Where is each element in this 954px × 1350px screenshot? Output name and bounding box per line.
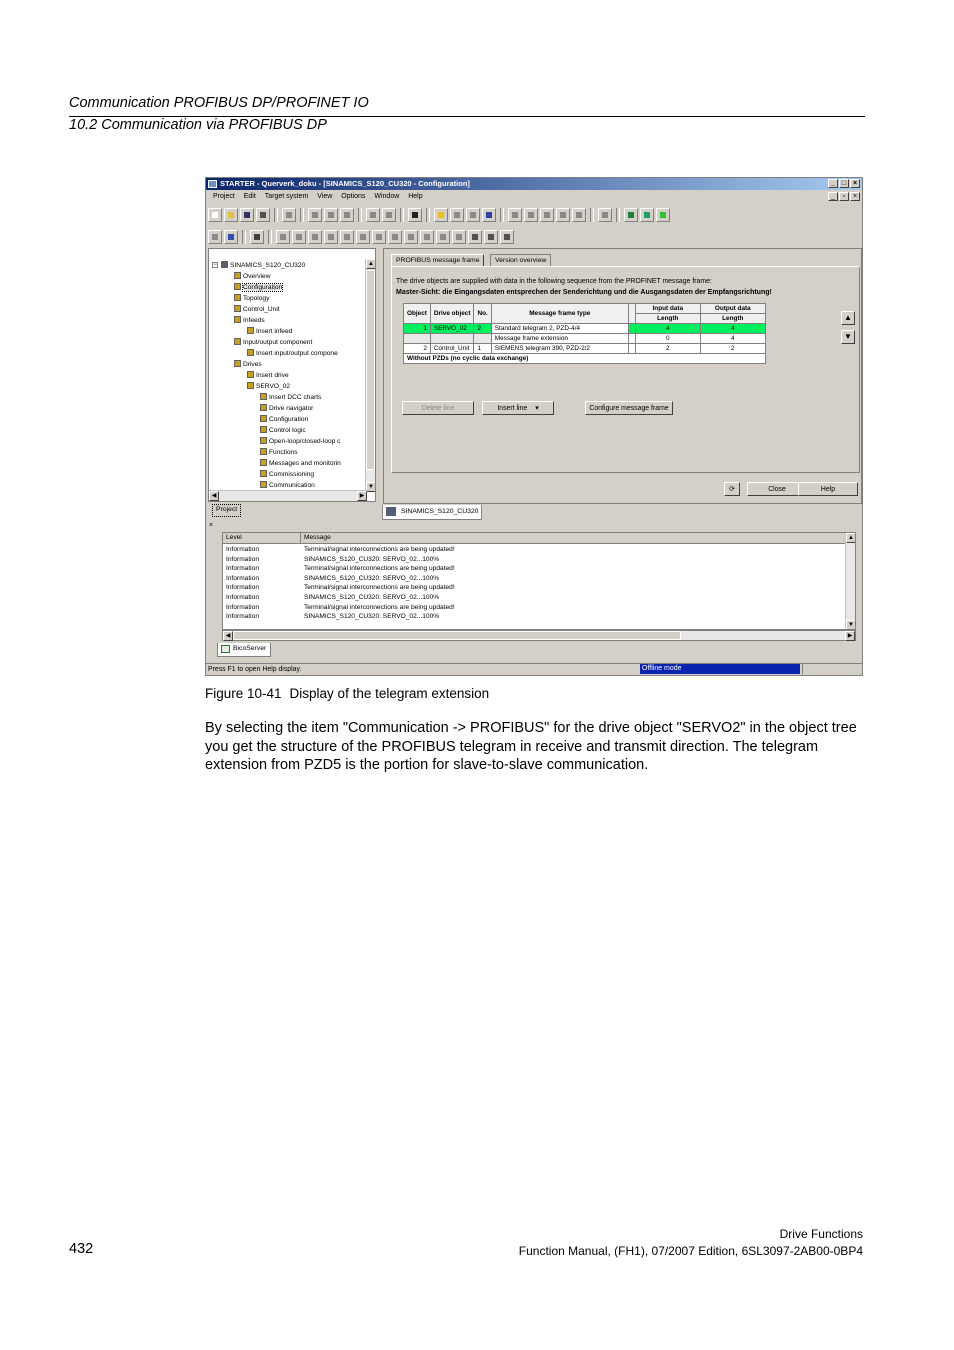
log-message: SINAMICS_S120_CU320: SERVO_02...100% (304, 594, 440, 601)
toolbar-icon-d[interactable] (556, 208, 570, 222)
tree-vscrollbar[interactable] (365, 259, 375, 492)
col-spacer (628, 304, 635, 324)
bicoserver-tab[interactable] (217, 643, 271, 657)
log-level: Information (226, 594, 259, 601)
tree-item-label: Configuration (269, 416, 309, 423)
tree-scroll-thumb[interactable] (366, 270, 375, 470)
list-item[interactable] (226, 555, 440, 565)
paste-icon[interactable] (340, 208, 354, 222)
insert-line-label: Insert line (497, 405, 528, 412)
tree-item[interactable] (234, 305, 280, 314)
measure-icon[interactable] (640, 208, 654, 222)
tree-item-label: Overview (243, 273, 271, 280)
scroll-down-icon[interactable]: ▼ (366, 482, 376, 492)
load-to-pg-icon[interactable] (450, 208, 464, 222)
bicoserver-tab-label: BicoServer (233, 645, 267, 652)
log-header (223, 533, 845, 544)
log-level: Information (226, 565, 259, 573)
calc-icon[interactable] (250, 230, 264, 244)
log-level: Information (226, 613, 259, 621)
toolbar-secondary (208, 228, 514, 246)
cell-no: 2 (474, 324, 491, 334)
tree-item-label: Configuration (243, 284, 283, 291)
body-paragraph: By selecting the item "Communication -> PROFIBUS" for the drive object "SERVO2" in the object tree you get the structure of the PROFIBUS telegram in receive and transmit direction. The telegram extension from PZD5 is the portion for slave-to-slave communication. (205, 720, 857, 773)
tree-item-label: Drives (243, 361, 262, 368)
tree-node-icon (234, 338, 241, 345)
cell-output: 2 (700, 344, 765, 354)
cell-object: 2 (404, 344, 431, 354)
log-scroll-left-icon[interactable]: ◀ (223, 631, 233, 641)
tool-icon-8[interactable] (388, 230, 402, 244)
tree-item[interactable] (260, 481, 315, 490)
app-icon (208, 180, 217, 188)
tool-icon-7[interactable] (372, 230, 386, 244)
footer-title: Drive Functions (779, 1227, 863, 1241)
menu-edit[interactable]: Edit (243, 193, 256, 200)
minimize-button[interactable]: _ (828, 179, 838, 188)
xhigh-icon[interactable] (224, 230, 238, 244)
table-footer-row[interactable]: Without PZDs (no cyclic data exchange) (404, 354, 766, 364)
menu-window[interactable]: Window (374, 193, 400, 200)
tree-hscrollbar[interactable] (209, 490, 367, 501)
log-level: Information (226, 603, 259, 611)
tree-node-icon (234, 360, 241, 367)
scroll-left-icon[interactable]: ◀ (209, 491, 219, 501)
figure-caption (205, 686, 489, 701)
scroll-right-icon[interactable]: ▶ (357, 491, 367, 501)
tree-item[interactable] (260, 393, 321, 402)
tree-item[interactable] (234, 283, 282, 292)
tree-node-icon (234, 305, 241, 312)
cell-no: 1 (474, 344, 491, 354)
tree-item-label: Drive navigator (269, 405, 314, 412)
log-message: Terminal/signal interconnections are being updated! (304, 603, 455, 611)
cell-drive-object: Control_Unit (430, 344, 474, 354)
col-input-data: Input data (635, 304, 700, 314)
tool-icon-11[interactable] (436, 230, 450, 244)
log-level: Information (226, 546, 259, 553)
status-panels (802, 664, 863, 674)
dialog-master-note: Master-Sicht: die Eingangsdaten entsprechen der Senderichtung und die Ausgangsdaten der Empfangsrichtung! (396, 289, 772, 296)
menu-project[interactable]: Project (213, 193, 235, 200)
tree-root-label: SINAMICS_S120_CU320 (230, 262, 306, 269)
close-window-button[interactable]: × (850, 179, 860, 188)
cell-drive-object (430, 334, 474, 344)
cell-input: 0 (635, 334, 700, 344)
list-item[interactable] (226, 603, 455, 613)
starter-window (205, 177, 863, 676)
tree-item[interactable] (234, 338, 312, 347)
tree-node-icon (234, 316, 241, 323)
log-scroll-up-icon[interactable]: ▲ (846, 533, 856, 543)
device-icon (386, 507, 396, 516)
save-as-icon[interactable] (256, 208, 270, 222)
tree-item-label: Insert DCC charts (269, 394, 322, 401)
log-message: Terminal/signal interconnections are being updated! (304, 565, 455, 573)
log-message: SINAMICS_S120_CU320: SERVO_02...100% (304, 613, 440, 621)
tool-icon-12[interactable] (452, 230, 466, 244)
cell-no (474, 334, 491, 344)
log-message: Terminal/signal interconnections are being updated! (304, 584, 455, 592)
tool-icon-9[interactable] (404, 230, 418, 244)
list-item[interactable] (226, 593, 440, 603)
cell-type: Message frame extension (491, 334, 628, 344)
mdi-restore-button[interactable]: ▫ (839, 192, 849, 201)
move-down-icon[interactable]: ▼ (841, 330, 855, 344)
cut-icon[interactable] (308, 208, 322, 222)
tab-version-overview[interactable]: Version overview (490, 254, 551, 266)
print-icon[interactable] (282, 208, 296, 222)
log-level: Information (226, 584, 259, 592)
menu-target-system[interactable]: Target system (264, 193, 309, 200)
save-icon[interactable] (240, 208, 254, 222)
tree-item[interactable] (247, 349, 338, 358)
log-message: SINAMICS_S120_CU320: SERVO_02...100% (304, 555, 440, 563)
col-message-frame-type: Message frame type (491, 304, 628, 324)
tree-item[interactable] (260, 448, 298, 457)
cell-input: 2 (635, 344, 700, 354)
tree-item[interactable] (260, 459, 341, 468)
configuration-dialog (383, 248, 862, 504)
close-button[interactable]: Close (747, 482, 807, 496)
col-drive-object: Drive object (430, 304, 474, 324)
project-tab[interactable]: Project (212, 504, 241, 517)
tree-node-icon (260, 437, 267, 444)
circle-icon[interactable] (500, 230, 514, 244)
mdi-close-button[interactable]: × (850, 192, 860, 201)
table-row[interactable] (404, 344, 766, 354)
log-scroll-down-icon[interactable]: ▼ (846, 620, 856, 630)
tree-node-icon (260, 470, 267, 477)
log-hscrollbar[interactable] (222, 630, 856, 641)
cell-spacer (628, 324, 635, 334)
log-scroll-thumb[interactable] (233, 631, 681, 640)
tree-node-icon (260, 415, 267, 422)
offline-mode-indicator: Offline mode (640, 664, 800, 674)
col-object: Object (404, 304, 431, 324)
col-output-length: Length (700, 314, 765, 324)
tree-item[interactable] (260, 470, 314, 479)
online-icon[interactable] (434, 208, 448, 222)
toolbar-icon-a[interactable] (508, 208, 522, 222)
tool-icon-6[interactable] (356, 230, 370, 244)
tree-item[interactable] (234, 360, 262, 369)
table-row[interactable] (404, 334, 766, 344)
project-tree (208, 248, 376, 502)
delete-line-button[interactable]: Delete line (402, 401, 474, 415)
tree-node-icon (247, 349, 254, 356)
tree-item-label: Control_Unit (243, 306, 280, 313)
tree-item[interactable] (234, 272, 270, 281)
tree-node-icon (234, 294, 241, 301)
tree-item-label: Infeeds (243, 317, 265, 324)
tool-icon-10[interactable] (420, 230, 434, 244)
tree-item[interactable] (260, 415, 308, 424)
chevron-down-icon: ▾ (535, 405, 539, 412)
log-scroll-right-icon[interactable]: ▶ (845, 631, 855, 641)
device-tab[interactable] (382, 505, 482, 520)
tree-node-icon (234, 272, 241, 279)
tree-node-icon (260, 459, 267, 466)
insert-line-button[interactable] (482, 401, 554, 415)
tree-item-label: Control logic (269, 427, 306, 434)
tree-root[interactable] (213, 261, 306, 270)
telegram-table (403, 303, 766, 364)
toolbar-main (208, 206, 670, 224)
collapse-icon[interactable]: − (213, 262, 217, 268)
configure-message-frame-button[interactable]: Configure message frame (585, 401, 673, 415)
undo-icon[interactable] (366, 208, 380, 222)
tree-item-label: Input/output component (243, 339, 313, 346)
col-no: No. (474, 304, 491, 324)
log-col-message[interactable]: Message (300, 533, 331, 543)
log-level: Information (226, 574, 259, 582)
tree-node-icon (247, 327, 254, 334)
help-button[interactable]: Help (798, 482, 858, 496)
tree-item-label: Commissioning (269, 471, 315, 478)
tree-item-label: Insert input/output compone (256, 350, 338, 357)
tree-item-label: Open-loop/closed-loop c (269, 438, 341, 445)
toolbar-icon-e[interactable] (572, 208, 586, 222)
figure-number: Figure 10-41 (205, 686, 282, 701)
tool-icon-4[interactable] (324, 230, 338, 244)
tree-item-label: Messages and monitorin (269, 460, 341, 467)
log-col-level[interactable]: Level (226, 534, 242, 541)
log-view (222, 532, 856, 630)
cell-type: Standard telegram 2, PZD-4/4 (491, 324, 628, 334)
refresh-icon[interactable]: ⟳ (724, 482, 740, 496)
col-output-data: Output data (700, 304, 765, 314)
tree-item[interactable] (260, 426, 306, 435)
tree-item[interactable] (234, 316, 265, 325)
list-item[interactable] (226, 612, 440, 622)
footer-manual: Function Manual, (FH1), 07/2007 Edition, 6SL3097-2AB00-0BP4 (518, 1244, 863, 1258)
connect-icon[interactable] (482, 208, 496, 222)
cell-object (404, 334, 431, 344)
device-tab-label: SINAMICS_S120_CU320 (401, 508, 479, 515)
menu-help[interactable]: Help (408, 193, 423, 200)
tool-icon-3[interactable] (308, 230, 322, 244)
log-message: SINAMICS_S120_CU320: SERVO_02...100% (304, 574, 440, 582)
tree-node-icon (260, 393, 267, 400)
cell-output: 4 (700, 324, 765, 334)
new-icon[interactable] (208, 208, 222, 222)
stop-icon[interactable] (468, 230, 482, 244)
tool-icon-5[interactable] (340, 230, 354, 244)
cell-spacer (628, 344, 635, 354)
cell-input: 4 (635, 324, 700, 334)
tree-node-icon (260, 404, 267, 411)
tree-item[interactable] (247, 382, 290, 391)
col-input-length: Length (635, 314, 700, 324)
tree-item[interactable] (234, 294, 269, 303)
cell-drive-object: SERVO_02 (430, 324, 474, 334)
tree-item-label: Functions (269, 449, 298, 456)
help-pointer-icon[interactable] (408, 208, 422, 222)
list-item[interactable] (226, 574, 440, 584)
log-level: Information (226, 555, 259, 563)
tree-item[interactable] (260, 404, 313, 413)
tree-node-icon (260, 448, 267, 455)
menu-view[interactable]: View (317, 193, 333, 200)
cell-object: 1 (404, 324, 431, 334)
log-message: Terminal/signal interconnections are being updated! (304, 546, 455, 553)
status-hint: Press F1 to open Help display. (208, 666, 302, 673)
log-close-icon[interactable]: × (209, 522, 214, 529)
maximize-button[interactable]: □ (839, 179, 849, 188)
menu-bar (206, 191, 862, 203)
dialog-intro-text: The drive objects are supplied with data in the following sequence from the PROFINET message frame: (396, 278, 712, 285)
star-icon[interactable] (656, 208, 670, 222)
toolbar-icon-c[interactable] (540, 208, 554, 222)
menu-options[interactable]: Options (341, 193, 366, 200)
tab-profibus-message-frame[interactable]: PROFIBUS message frame (391, 254, 484, 266)
tree-item[interactable] (260, 437, 340, 446)
title-bar (206, 178, 862, 190)
tree-node-icon (247, 382, 254, 389)
tree-item-label: Insert infeed (256, 328, 293, 335)
grid-icon (221, 645, 230, 653)
device-icon (221, 261, 228, 268)
window-title: STARTER - Querverk_doku - [SINAMICS_S120_CU320 - Configuration] (220, 179, 470, 188)
tree-item-label: Topology (243, 295, 270, 302)
redo-icon[interactable] (382, 208, 396, 222)
cell-output: 4 (700, 334, 765, 344)
scroll-up-icon[interactable]: ▲ (366, 259, 376, 269)
toolbar-icon-b[interactable] (524, 208, 538, 222)
tree-item[interactable] (247, 327, 292, 336)
cell-type: SIEMENS telegram 390, PZD-2/2 (491, 344, 628, 354)
log-vscrollbar[interactable] (845, 533, 855, 630)
cell-spacer (628, 334, 635, 344)
tree-node-icon (260, 426, 267, 433)
figure-title: Display of the telegram extension (289, 686, 490, 701)
copy-icon[interactable] (324, 208, 338, 222)
table-row[interactable] (404, 324, 766, 334)
tree-item-label: SERVO_02 (256, 383, 290, 390)
mdi-minimize-button[interactable]: _ (828, 192, 838, 201)
list-item[interactable] (226, 564, 455, 574)
open-icon[interactable] (224, 208, 238, 222)
list-item[interactable] (226, 583, 455, 593)
tree-node-icon (247, 371, 254, 378)
record-icon[interactable] (484, 230, 498, 244)
tab-panel (391, 266, 860, 473)
load-to-target-icon[interactable] (466, 208, 480, 222)
page-number: 432 (69, 1241, 94, 1257)
tree-item-label: Communication (269, 482, 315, 489)
xlow-icon[interactable] (208, 230, 222, 244)
header-section: 10.2 Communication via PROFIBUS DP (69, 117, 327, 133)
tool-icon-1[interactable] (276, 230, 290, 244)
move-up-icon[interactable]: ▲ (841, 311, 855, 325)
toolbar-icon-f[interactable] (598, 208, 612, 222)
tree-item[interactable] (247, 371, 289, 380)
tree-node-icon (260, 481, 267, 488)
tree-item-label: Insert drive (256, 372, 289, 379)
trace-icon[interactable] (624, 208, 638, 222)
tree-node-icon (234, 283, 241, 290)
list-item[interactable] (226, 545, 455, 555)
header-chapter: Communication PROFIBUS DP/PROFINET IO (69, 95, 369, 111)
tool-icon-2[interactable] (292, 230, 306, 244)
